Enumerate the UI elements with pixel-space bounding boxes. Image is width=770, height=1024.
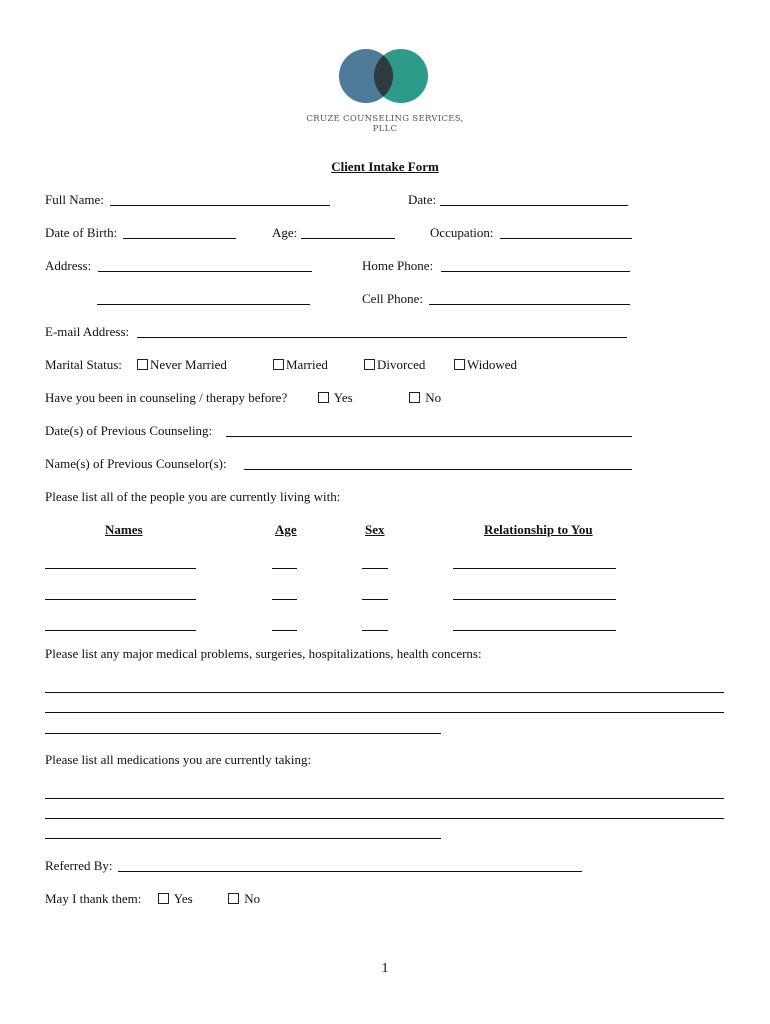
date-field[interactable] — [440, 205, 628, 206]
header-names: Names — [105, 522, 143, 537]
checkbox-icon — [409, 392, 420, 403]
referred-by-field[interactable] — [118, 871, 582, 872]
cell-phone-label: Cell Phone: — [362, 291, 424, 306]
checkbox-icon — [364, 359, 375, 370]
marital-option-widowed[interactable]: Widowed — [454, 357, 517, 373]
age-field[interactable] — [301, 238, 395, 239]
previous-counseling-question: Have you been in counseling / therapy before? — [45, 390, 288, 405]
household-name-field-2[interactable] — [45, 599, 196, 600]
address-label: Address: — [45, 258, 92, 273]
email-field[interactable] — [137, 337, 627, 338]
medications-field-2[interactable] — [45, 818, 724, 819]
household-relationship-field-2[interactable] — [453, 599, 616, 600]
email-label: E-mail Address: — [45, 324, 130, 339]
medical-field-3[interactable] — [45, 733, 441, 734]
home-phone-field[interactable] — [441, 271, 630, 272]
marital-status-label: Marital Status: — [45, 357, 122, 372]
medical-field-2[interactable] — [45, 712, 724, 713]
thank-them-label: May I thank them: — [45, 891, 142, 906]
age-label: Age: — [272, 225, 298, 240]
checkbox-icon — [318, 392, 329, 403]
previous-counselors-label: Name(s) of Previous Counselor(s): — [45, 456, 227, 471]
date-label: Date: — [408, 192, 437, 207]
living-with-label: Please list all of the people you are currently living with: — [45, 489, 341, 504]
checkbox-icon — [273, 359, 284, 370]
household-sex-field-3[interactable] — [362, 630, 388, 631]
household-sex-field-1[interactable] — [362, 568, 388, 569]
header-age: Age — [275, 522, 297, 537]
medical-label: Please list any major medical problems, surgeries, hospitalizations, health concerns: — [45, 646, 482, 661]
full-name-label: Full Name: — [45, 192, 104, 207]
home-phone-label: Home Phone: — [362, 258, 434, 273]
medical-field-1[interactable] — [45, 692, 724, 693]
header-sex: Sex — [365, 522, 385, 537]
household-relationship-field-3[interactable] — [453, 630, 616, 631]
medications-field-1[interactable] — [45, 798, 724, 799]
household-age-field-2[interactable] — [272, 599, 297, 600]
medications-label: Please list all medications you are currently taking: — [45, 752, 312, 767]
household-sex-field-2[interactable] — [362, 599, 388, 600]
full-name-field[interactable] — [110, 205, 330, 206]
household-relationship-field-1[interactable] — [453, 568, 616, 569]
marital-option-married[interactable]: Married — [273, 357, 328, 373]
occupation-label: Occupation: — [430, 225, 494, 240]
logo-circles-icon — [305, 45, 465, 125]
medications-field-3[interactable] — [45, 838, 441, 839]
referred-by-label: Referred By: — [45, 858, 113, 873]
household-age-field-1[interactable] — [272, 568, 297, 569]
company-logo — [305, 45, 465, 125]
marital-option-divorced[interactable]: Divorced — [364, 357, 425, 373]
address-field-1[interactable] — [98, 271, 312, 272]
previous-dates-label: Date(s) of Previous Counseling: — [45, 423, 213, 438]
counseling-yes-option[interactable]: Yes — [318, 390, 353, 406]
household-name-field-3[interactable] — [45, 630, 196, 631]
checkbox-icon — [137, 359, 148, 370]
counseling-no-option[interactable]: No — [409, 390, 441, 406]
checkbox-icon — [228, 893, 239, 904]
marital-option-never-married[interactable]: Never Married — [137, 357, 227, 373]
header-relationship: Relationship to You — [484, 522, 593, 537]
dob-label: Date of Birth: — [45, 225, 118, 240]
occupation-field[interactable] — [500, 238, 632, 239]
cell-phone-field[interactable] — [429, 304, 630, 305]
previous-dates-field[interactable] — [226, 436, 632, 437]
checkbox-icon — [158, 893, 169, 904]
page-title: Client Intake Form — [331, 159, 439, 174]
household-age-field-3[interactable] — [272, 630, 297, 631]
previous-counselors-field[interactable] — [244, 469, 632, 470]
household-name-field-1[interactable] — [45, 568, 196, 569]
checkbox-icon — [454, 359, 465, 370]
address-field-2[interactable] — [97, 304, 310, 305]
company-name: CRUZE COUNSELING SERVICES, PLLC — [306, 114, 464, 134]
thank-yes-option[interactable]: Yes — [158, 891, 193, 907]
dob-field[interactable] — [123, 238, 236, 239]
thank-no-option[interactable]: No — [228, 891, 260, 907]
page-number: 1 — [381, 961, 389, 976]
